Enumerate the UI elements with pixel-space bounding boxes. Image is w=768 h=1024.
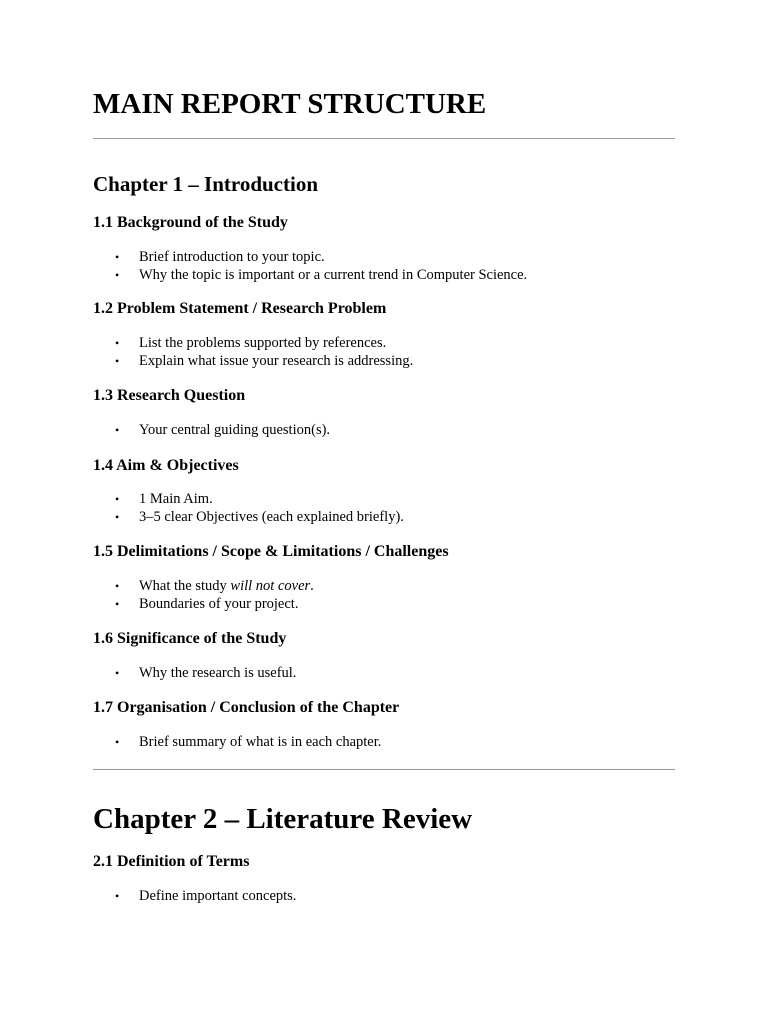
list-item: • Your central guiding question(s). [115, 422, 331, 438]
bullet-icon: • [115, 889, 120, 903]
horizontal-rule [93, 138, 675, 139]
bullet-icon: • [115, 579, 120, 593]
bullet-icon: • [115, 735, 120, 749]
list-item: • Explain what issue your research is addressing. [115, 352, 414, 369]
section-2-1-list [93, 888, 296, 906]
bullet-icon: • [115, 492, 120, 506]
section-1-5-list [93, 578, 314, 613]
bullet-icon: • [115, 666, 120, 680]
chapter-2-heading: Chapter 2 – Literature Review [93, 803, 473, 835]
section-1-2-list [93, 335, 413, 370]
section-1-6-heading: 1.6 Significance of the Study [93, 630, 287, 647]
chapter-1-heading: Chapter 1 – Introduction [93, 172, 319, 196]
list-item: • Why the topic is important or a current trend in Computer Science. [115, 266, 528, 283]
emphasis-text: will not cover [230, 578, 311, 594]
bullet-icon: • [115, 596, 120, 611]
section-1-2-heading: 1.2 Problem Statement / Research Problem [93, 300, 387, 317]
section-1-4-list [93, 491, 404, 526]
bullet-icon: • [115, 336, 120, 350]
list-item: • Brief introduction to your topic. [115, 249, 325, 265]
bullet-icon: • [115, 509, 120, 524]
section-1-3-heading: 1.3 Research Question [93, 387, 246, 404]
list-item: • Define important concepts. [115, 888, 297, 904]
section-1-1-list [93, 249, 527, 284]
list-item: • 3–5 clear Objectives (each explained briefly). [115, 508, 404, 525]
section-1-6-list [93, 665, 296, 683]
section-2-1-heading: 2.1 Definition of Terms [93, 853, 250, 870]
section-1-3-list [93, 422, 330, 440]
bullet-icon: • [115, 353, 120, 368]
list-item: • What the study will not cover. [115, 578, 314, 594]
list-item: • Brief summary of what is in each chapter. [115, 734, 382, 750]
horizontal-rule [93, 769, 675, 770]
page-title: MAIN REPORT STRUCTURE [93, 88, 487, 120]
bullet-icon: • [115, 423, 120, 437]
list-item: • 1 Main Aim. [115, 491, 213, 507]
list-item: • List the problems supported by references. [115, 335, 387, 351]
list-item: • Boundaries of your project. [115, 595, 299, 612]
section-1-1-heading: 1.1 Background of the Study [93, 214, 288, 231]
bullet-icon: • [115, 267, 120, 282]
section-1-7-heading: 1.7 Organisation / Conclusion of the Chapter [93, 699, 400, 716]
bullet-icon: • [115, 250, 120, 264]
section-1-7-list [93, 734, 381, 752]
list-item: • Why the research is useful. [115, 665, 297, 681]
section-1-4-heading: 1.4 Aim & Objectives [93, 457, 239, 474]
section-1-5-heading: 1.5 Delimitations / Scope & Limitations / Challenges [93, 543, 449, 560]
